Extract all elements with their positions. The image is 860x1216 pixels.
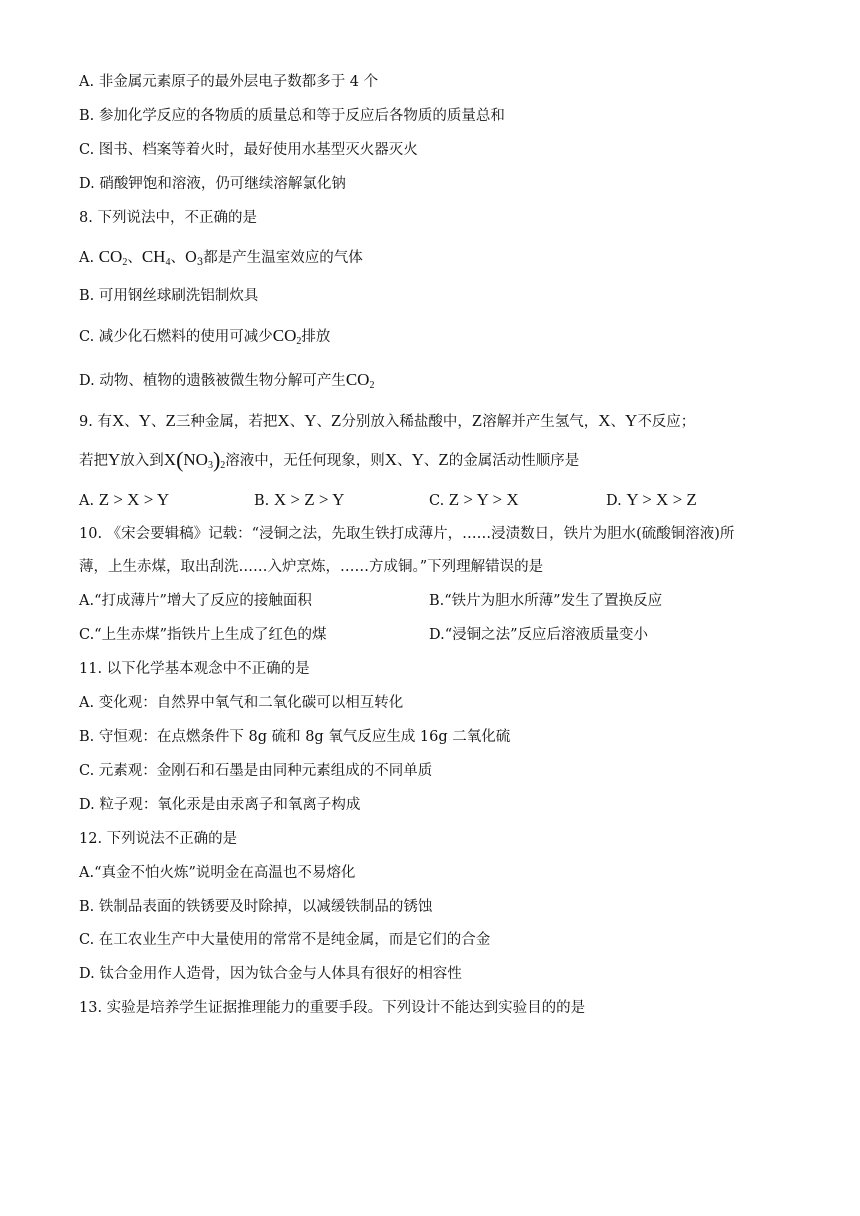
formula-ch4: $CH_4$: [141, 247, 171, 268]
q7-option-a: A. 非金属元素原子的最外层电子数都多于 4 个: [79, 74, 379, 90]
q11-stem: 11. 以下化学基本观念中不正确的是: [79, 661, 310, 677]
q9-option-a: A. Z > X > Y: [79, 490, 170, 509]
q11-option-d: D. 粒子观：氧化汞是由汞离子和氧离子构成: [79, 797, 361, 813]
q10-option-d: D.“浸铜之法”反应后溶液质量变小: [429, 627, 649, 643]
formula-co2: $CO_2$: [345, 370, 375, 391]
q12-option-c: C. 在工农业生产中大量使用的常常不是纯金属，而是它们的合金: [79, 932, 491, 948]
q12-stem: 12. 下列说法不正确的是: [79, 831, 238, 847]
q7-option-d: D. 硝酸钾饱和溶液，仍可继续溶解氯化钠: [79, 176, 346, 192]
q12-option-a: A.“真金不怕火炼”说明金在高温也不易熔化: [79, 865, 356, 881]
q9-option-c: C. Z > Y > X: [429, 490, 519, 509]
q11-option-c: C. 元素观：金刚石和石墨是由同种元素组成的不同单质: [79, 763, 433, 779]
q8-option-d: D. 动物、植物的遗骸被微生物分解可产生$CO_2$: [79, 370, 375, 391]
q10-option-b: B.“铁片为胆水所薄”发生了置换反应: [429, 593, 663, 609]
q10-stem-line2: 薄，上生赤煤，取出刮洗……入炉烹炼，……方成铜。”下列理解错误的是: [79, 559, 544, 575]
q9-option-d: D. Y > X > Z: [606, 490, 697, 509]
q10-option-a: A.“打成薄片”增大了反应的接触面积: [79, 593, 312, 609]
q12-option-b: B. 铁制品表面的铁锈要及时除掉，以减缓铁制品的锈蚀: [79, 899, 433, 915]
q10-option-c: C.“上生赤煤”指铁片上生成了红色的煤: [79, 627, 327, 643]
q11-option-b: B. 守恒观：在点燃条件下 8g 硫和 8g 氧气反应生成 16g 二氧化硫: [79, 729, 511, 745]
formula-co2: $CO_2$: [272, 326, 302, 347]
formula-o3: $O_3$: [184, 250, 204, 268]
formula-x-no3-2: $X(NO_3)_2$: [163, 447, 226, 472]
q12-option-d: D. 钛合金用作人造骨，因为钛合金与人体具有很好的相容性: [79, 966, 462, 982]
q10-stem-line1: 10. 《宋会要辑稿》记载：“浸铜之法，先取生铁打成薄片，……浸渍数日，铁片为胆水(硫酸铜溶液)所: [79, 526, 735, 542]
q9-stem-line2: 若把Y放入到$X(NO_3)_2$溶液中，无任何现象，则X、Y、Z的金属活动性顺序是: [79, 447, 580, 472]
q8-option-a: A. $CO_2$、$CH_4$、$O_3$都是产生温室效应的气体: [79, 247, 363, 268]
q9-stem-line1: 9. 有X、Y、Z三种金属，若把X、Y、Z分别放入稀盐酸中，Z溶解并产生氢气，X、Y不反应；: [79, 411, 696, 430]
q8-option-b: B. 可用钢丝球刷洗铝制炊具: [79, 288, 259, 304]
q9-option-b: B. X > Z > Y: [254, 490, 345, 509]
q11-option-a: A. 变化观：自然界中氧气和二氧化碳可以相互转化: [79, 695, 404, 711]
q8-option-c: C. 减少化石燃料的使用可减少$CO_2$排放: [79, 326, 331, 347]
q13-stem: 13. 实验是培养学生证据推理能力的重要手段。下列设计不能达到实验目的的是: [79, 1000, 586, 1016]
formula-co2: $CO_2$: [98, 247, 128, 268]
q8-stem: 8. 下列说法中，不正确的是: [79, 210, 257, 226]
q7-option-b: B. 参加化学反应的各物质的质量总和等于反应后各物质的质量总和: [79, 108, 505, 124]
q7-option-c: C. 图书、档案等着火时，最好使用水基型灭火器灭火: [79, 142, 418, 158]
